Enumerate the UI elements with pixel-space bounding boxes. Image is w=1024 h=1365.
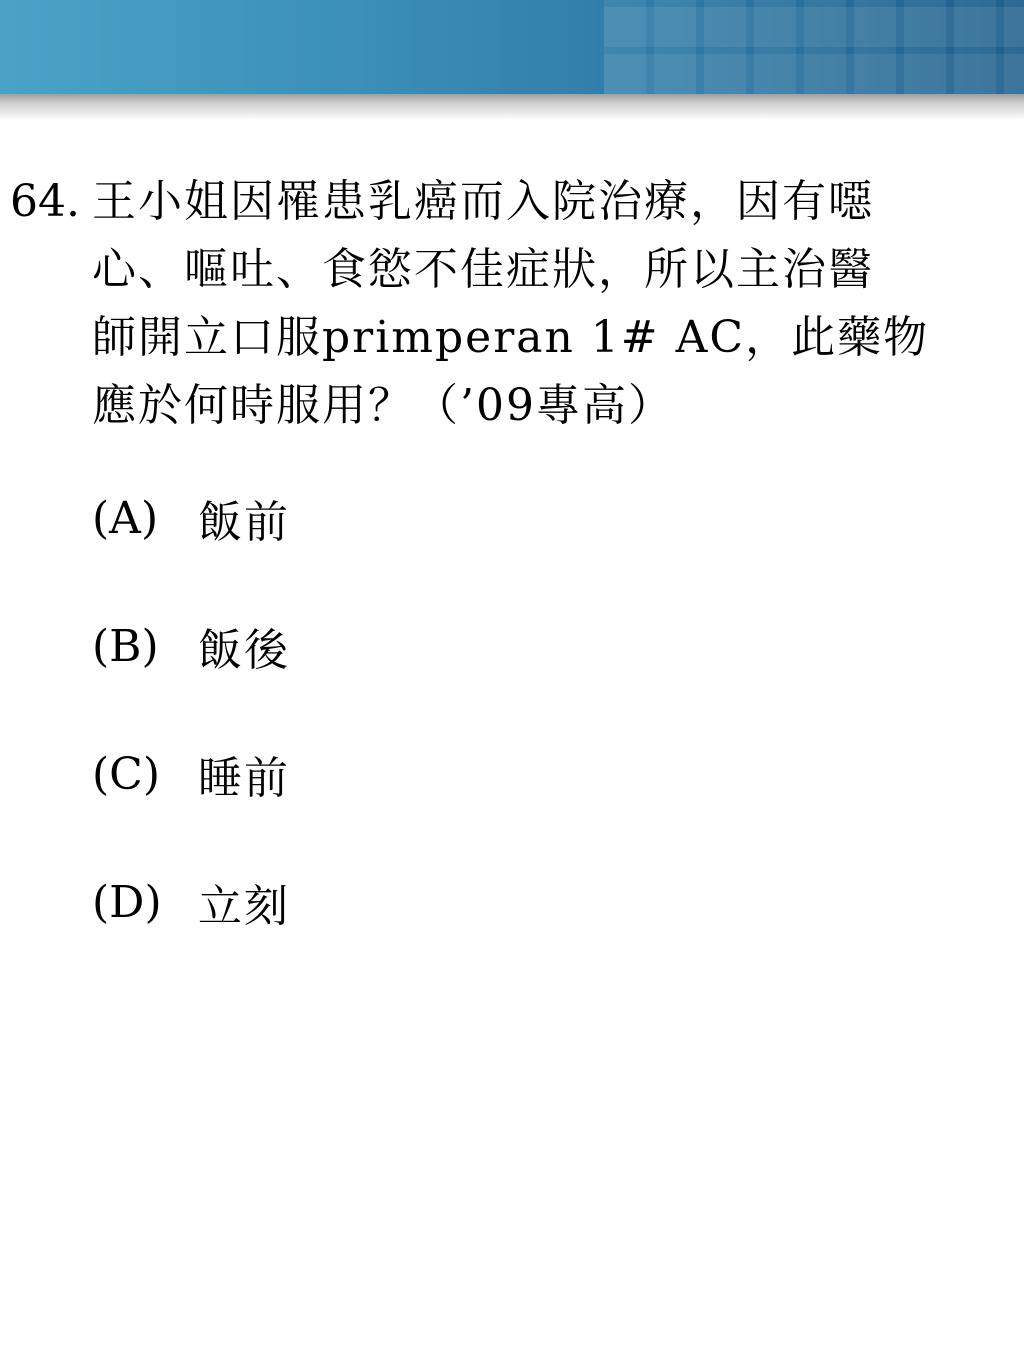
option-letter: (B) xyxy=(92,620,159,672)
question-text xyxy=(92,168,992,440)
question-number: 64. xyxy=(10,176,80,227)
option-b[interactable] xyxy=(92,614,290,678)
banner-grid-pattern xyxy=(604,0,1024,94)
option-text: 飯前 xyxy=(198,497,290,548)
question-block xyxy=(10,168,1000,440)
option-text: 立刻 xyxy=(198,881,290,932)
answer-options xyxy=(92,486,290,998)
question-line: 心、嘔吐、食慾不佳症狀，所以主治醫 xyxy=(92,244,874,295)
option-letter: (D) xyxy=(92,876,162,928)
option-text: 飯後 xyxy=(198,625,290,676)
option-letter: (A) xyxy=(92,492,159,544)
header-banner xyxy=(0,0,1024,94)
banner-divider xyxy=(0,94,1024,120)
question-line: 師開立口服primperan 1# AC，此藥物 xyxy=(92,312,930,363)
option-a[interactable] xyxy=(92,486,290,550)
option-c[interactable] xyxy=(92,742,290,806)
question-line: 王小姐因罹患乳癌而入院治療，因有噁 xyxy=(92,176,874,227)
question-line: 應於何時服用？（’09專高） xyxy=(92,380,674,431)
option-letter: (C) xyxy=(92,748,160,800)
option-d[interactable] xyxy=(92,870,290,934)
option-text: 睡前 xyxy=(198,753,290,804)
